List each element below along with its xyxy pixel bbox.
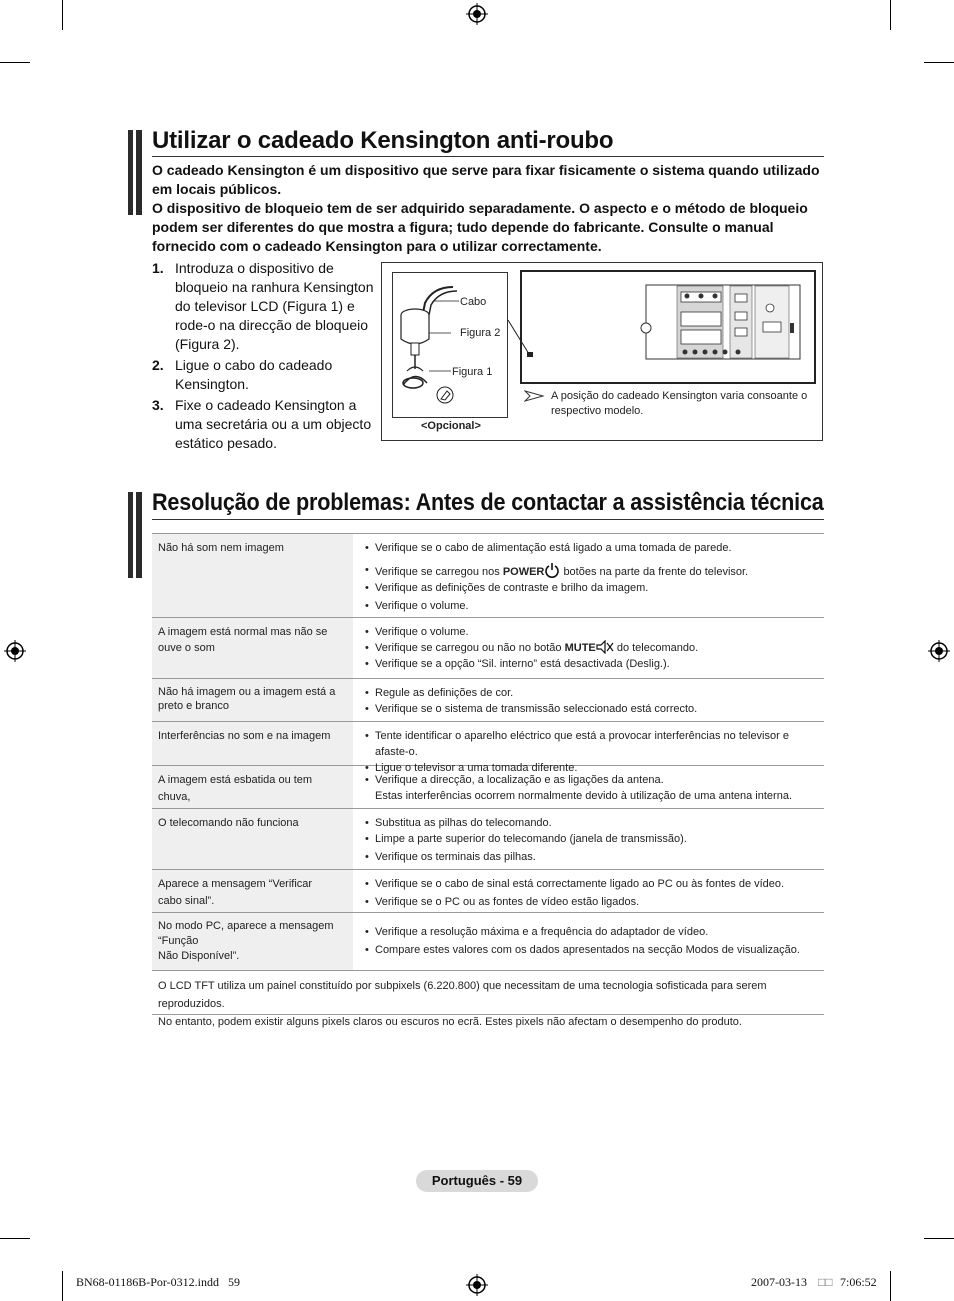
problem-cell <box>152 722 353 765</box>
solution-text: Ligue o televisor a uma tomada diferente. <box>375 762 578 774</box>
solution-text: Verifique as definições de contraste e brilho da imagem. <box>375 582 649 594</box>
registration-mark-icon <box>4 640 26 662</box>
mute-icon <box>596 640 614 654</box>
solution-cell <box>353 679 824 721</box>
solution-text: Verifique os terminais das pilhas. <box>375 851 536 863</box>
intro-paragraph-2: O dispositivo de bloqueio tem de ser adquirido separadamente. O aspecto e o método de bloqueio podem ser diferentes do que mostra a figura; tudo depende do fabricante. Consulte o manual fornecido com o cadeado Kensington para o utilizar correctamente. <box>152 200 808 254</box>
crop-mark <box>62 0 63 30</box>
solution-item <box>361 728 820 760</box>
solution-text: Compare estes valores com os dados apresentados na secção Modos de visualização. <box>375 944 800 956</box>
table-row <box>152 618 824 679</box>
solution-item <box>361 876 820 892</box>
footer-date: 2007-03-13 <box>751 1275 807 1289</box>
solution-item <box>361 685 820 701</box>
solution-text: Verifique o volume. <box>375 600 469 612</box>
table-row <box>152 533 824 618</box>
solution-text: Verifique se o cabo de alimentação está ligado a uma tomada de parede. <box>375 542 732 554</box>
solution-text: Verifique o volume. <box>375 626 469 638</box>
step-text: Ligue o cabo do cadeado Kensington. <box>175 357 333 392</box>
solution-text: botões na parte da frente do televisor. <box>563 566 749 578</box>
solution-item <box>361 580 820 596</box>
registration-mark-icon <box>928 640 950 662</box>
solution-cell <box>353 722 824 774</box>
footnote-text: O LCD TFT utiliza um painel constituído por subpixels (6.220.800) que necessitam de uma tecnologia sofisticada para serem reproduzidos. <box>158 980 767 1010</box>
footnote-text: No entanto, podem existir alguns pixels claros ou escuros no ecrã. Estes pixels não afectam o desempenho do produto. <box>158 1016 742 1028</box>
troubleshooting-title: Resolução de problemas: Antes de contactar a assistência técnica <box>152 489 824 516</box>
table-row <box>152 679 824 722</box>
install-steps <box>152 259 380 455</box>
solution-item <box>361 656 820 672</box>
solution-cell <box>353 913 824 970</box>
problem-cell <box>152 534 353 617</box>
solution-item <box>361 815 820 831</box>
solution-item <box>361 701 820 717</box>
problem-cell <box>152 618 353 678</box>
label-figura-1: Figura 1 <box>452 366 493 378</box>
crop-mark <box>0 1238 30 1239</box>
power-keyword: POWER <box>502 566 545 578</box>
solution-text: do telecomando. <box>616 642 699 654</box>
section-rule <box>152 519 824 520</box>
figure-note: A posição do cadeado Kensington varia consoante o respectivo modelo. <box>551 390 808 417</box>
registration-mark-icon <box>466 3 488 25</box>
solution-text: Verifique se o sistema de transmissão seleccionado está correcto. <box>375 703 698 715</box>
problem-text: No modo PC, aparece a mensagem “Função <box>158 920 334 947</box>
step-number: 2. <box>152 357 164 373</box>
problem-text: A imagem está normal mas não se ouve o som <box>158 626 328 654</box>
problem-text: Não há imagem ou a imagem está a preto e branco <box>158 686 336 712</box>
solution-text: Limpe a parte superior do telecomando (janela de transmissão). <box>375 833 687 845</box>
kensington-lock-illustration <box>393 273 507 417</box>
problem-cell <box>152 809 353 869</box>
solution-item <box>361 831 820 847</box>
solution-item <box>361 941 820 959</box>
solution-text: Estas interferências ocorrem normalmente devido à utilização de uma antena interna. <box>375 790 793 802</box>
step-item <box>152 356 380 394</box>
kensington-intro <box>152 161 824 256</box>
footer-filename: BN68-01186B-Por-0312.indd 59 <box>76 1275 240 1289</box>
solution-item <box>361 562 820 580</box>
solution-text: Verifique se carregou nos <box>375 566 500 578</box>
crop-mark <box>924 1238 954 1239</box>
table-row <box>152 913 824 971</box>
crop-mark <box>0 62 30 63</box>
table-row <box>152 870 824 913</box>
problem-text: cabo sinal”. <box>158 895 215 907</box>
power-icon <box>544 562 560 578</box>
crop-mark <box>924 62 954 63</box>
note-arrow-icon <box>524 390 544 402</box>
problem-cell <box>152 766 353 808</box>
solution-cell <box>353 870 824 912</box>
section-rule <box>152 156 824 157</box>
solution-item <box>361 598 820 614</box>
problem-text: Não Disponível”. <box>158 950 240 962</box>
table-row <box>152 971 824 1028</box>
table-row <box>152 722 824 774</box>
footer-time: 7:06:52 <box>840 1275 877 1289</box>
mute-keyword: MUTE <box>564 642 596 654</box>
solution-cell <box>353 766 824 808</box>
step-number: 1. <box>152 260 164 276</box>
step-item <box>152 259 380 354</box>
intro-paragraph-1: O cadeado Kensington é um dispositivo que serve para fixar fisicamente o sistema quando utilizado em locais públicos. <box>152 162 820 197</box>
problem-text: Não há som nem imagem <box>158 542 284 554</box>
crop-mark <box>890 1271 891 1301</box>
solution-item <box>361 772 820 804</box>
problem-text: O telecomando não funciona <box>158 817 299 829</box>
solution-item <box>361 849 820 865</box>
crop-mark <box>62 1271 63 1301</box>
solution-cell <box>353 809 824 869</box>
solution-text: Verifique se o cabo de sinal está correctamente ligado ao PC ou às fontes de vídeo. <box>375 878 785 890</box>
tv-rear-panel-illustration <box>505 272 815 382</box>
solution-cell <box>353 534 824 617</box>
problem-cell <box>152 679 353 721</box>
solution-item <box>361 923 820 941</box>
solution-item <box>361 624 820 640</box>
label-opcional: <Opcional> <box>421 420 481 432</box>
problem-text: Aparece a mensagem “Verificar <box>158 878 313 890</box>
solution-item <box>361 540 820 556</box>
solution-text: Regule as definições de cor. <box>375 687 514 699</box>
page-number-badge: Português - 59 <box>416 1170 538 1192</box>
solution-item <box>361 894 820 910</box>
troubleshooting-table <box>152 533 824 1028</box>
solution-text: Substitua as pilhas do telecomando. <box>375 817 552 829</box>
solution-item <box>361 640 820 656</box>
kensington-title: Utilizar o cadeado Kensington anti-roubo <box>152 127 614 154</box>
solution-text: Verifique se o PC ou as fontes de vídeo estão ligados. <box>375 896 640 908</box>
solution-text: Verifique a resolução máxima e a frequência do adaptador de vídeo. <box>375 926 709 938</box>
step-text: Introduza o dispositivo de bloqueio na ranhura Kensington do televisor LCD (Figura 1) e rode-o na direcção de bloqueio (Figura 2). <box>175 260 374 352</box>
table-row <box>152 809 824 870</box>
solution-text: Verifique se a opção “Sil. interno” está desactivada (Deslig.). <box>375 658 670 670</box>
table-row <box>152 766 824 809</box>
section-marker <box>128 492 142 578</box>
footnote-cell <box>152 971 824 1028</box>
crop-mark <box>890 0 891 30</box>
footer-boxes: □□ <box>818 1275 833 1289</box>
solution-text: Tente identificar o aparelho eléctrico que está a provocar interferências no televisor e afaste-o. <box>375 730 789 758</box>
step-item <box>152 396 380 453</box>
registration-mark-icon <box>466 1274 488 1296</box>
solution-text: Verifique se carregou ou não no botão <box>375 642 562 654</box>
problem-cell <box>152 913 353 970</box>
section-marker <box>128 130 142 215</box>
solution-text: • Verifique a direcção, a localização e as ligações da antena. <box>375 774 664 786</box>
problem-text: Interferências no som e na imagem <box>158 730 331 742</box>
solution-cell <box>353 618 824 678</box>
label-figura-2: Figura 2 <box>460 327 501 339</box>
step-number: 3. <box>152 397 164 413</box>
step-text: Fixe o cadeado Kensington a uma secretária ou a um objecto estático pesado. <box>175 397 372 451</box>
label-cabo: Cabo <box>460 296 487 308</box>
problem-cell <box>152 870 353 912</box>
problem-text: A imagem está esbatida ou tem chuva, <box>158 774 313 803</box>
